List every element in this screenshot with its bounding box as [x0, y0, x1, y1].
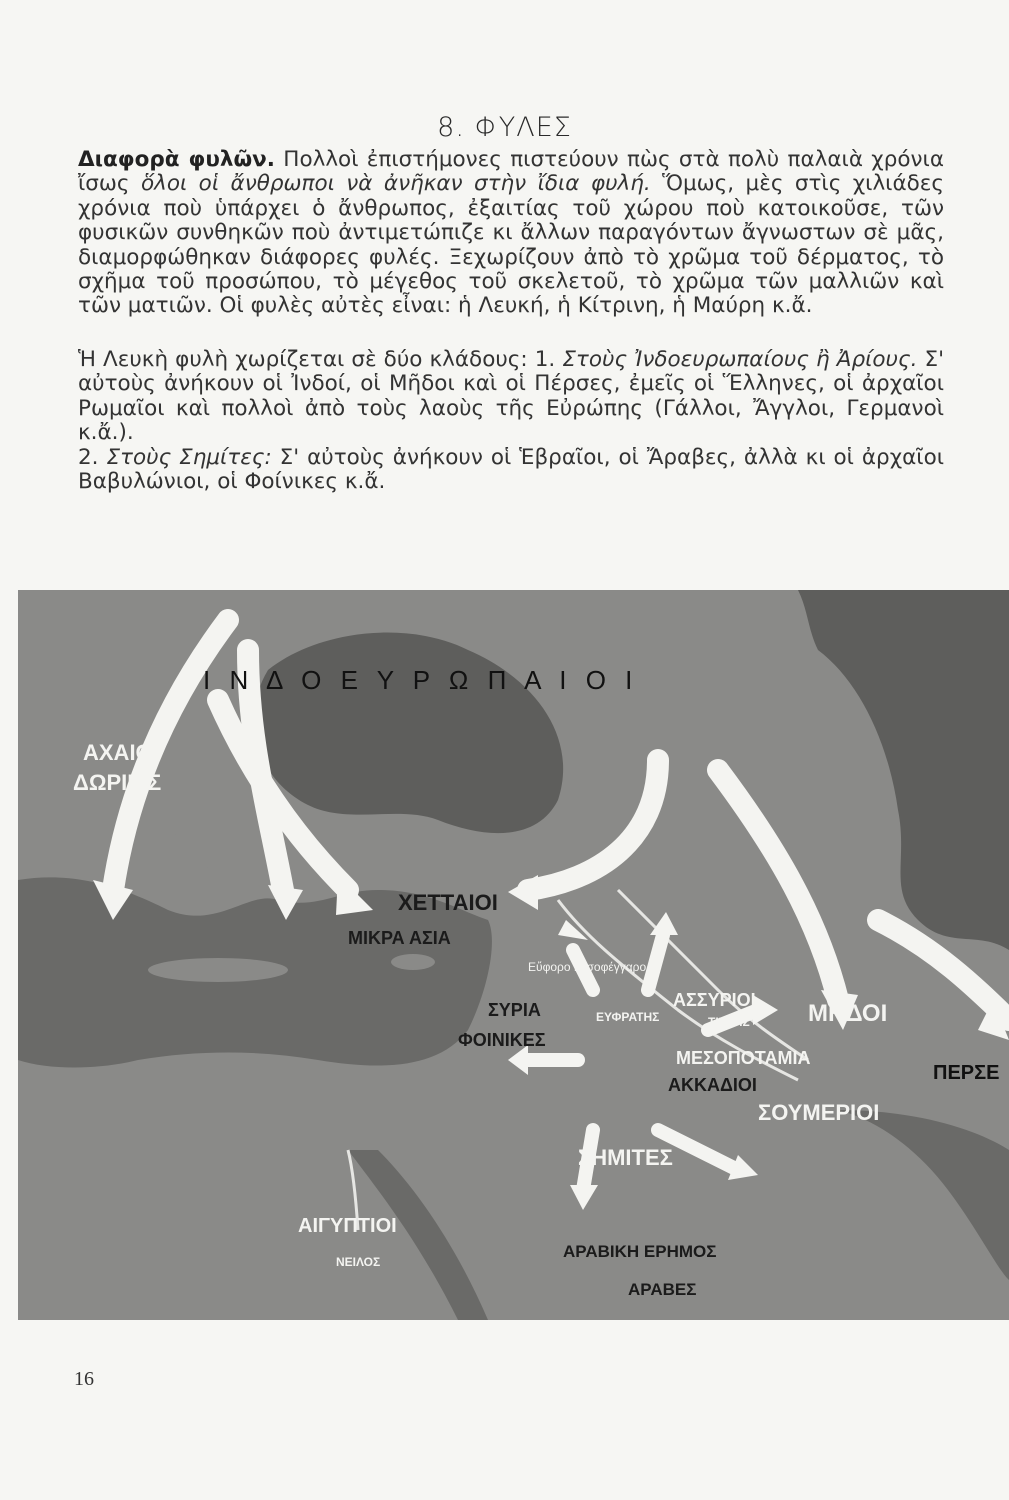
paragraph-italic: Στοὺς Ἰνδοευρωπαίους ἢ Ἀρίους. [562, 347, 918, 372]
paragraph-semites [78, 446, 944, 495]
label-tigris: ΤΙΓΡΗΣ [708, 1015, 750, 1029]
label-persians: ΠΕΡΣΕ [933, 1062, 1000, 1084]
label-achaeans: ΑΧΑΙΟΙ [83, 740, 159, 765]
page-number: 16 [74, 1368, 94, 1390]
label-arabian-desert: ΑΡΑΒΙΚΗ ΕΡΗΜΟΣ [563, 1242, 717, 1261]
map-graphic [18, 590, 1009, 1320]
label-hittites: ΧΕΤΤΑΙΟΙ [398, 890, 498, 915]
persian-gulf [838, 1110, 1009, 1280]
label-asia-minor: ΜΙΚΡΑ ΑΣΙΑ [348, 928, 451, 948]
label-sumerians: ΣΟΥΜΕΡΙΟΙ [758, 1100, 880, 1125]
label-assyrians: ΑΣΣΥΡΙΟΙ [673, 990, 756, 1010]
label-fertile-crescent: Εὔφορο Μισοφέγγαρο [528, 960, 647, 974]
label-phoenicians: ΦΟΙΝΙΚΕΣ [458, 1030, 546, 1050]
label-euphrates: ΕΥΦΡΑΤΗΣ [596, 1010, 660, 1024]
label-egyptians: ΑΙΓΥΠΤΙΟΙ [298, 1215, 397, 1237]
caspian-sea [798, 590, 1009, 950]
paragraph-lead: Διαφορὰ φυλῶν. [78, 147, 275, 172]
paragraph-races [78, 148, 944, 319]
label-semites: ΣΗΜΙΤΕΣ [578, 1145, 673, 1170]
paragraph-italic: ὅλοι οἱ ἄνθρωποι νὰ ἀνῆκαν στὴν ἴδια φυλή. [140, 171, 651, 197]
paragraph-white-race [78, 348, 944, 446]
paragraph-text: Ἡ Λευκὴ φυλὴ χωρίζεται σὲ δύο κλάδους: 1. [78, 347, 563, 372]
label-akkadians: ΑΚΚΑΔΙΟΙ [668, 1075, 757, 1095]
paragraph-text: 2. [78, 445, 107, 470]
paragraph-text: Πολλοὶ ἐπιστήμονες πιστεύουν πὼς στὰ πολὺ παλαιὰ χρόνια ἴσως [78, 147, 944, 197]
paragraph-text: Σ' αὐτοὺς ἀνήκουν οἱ Ἑβραῖοι, οἱ Ἄραβες, ἀλλὰ κι οἱ ἀρχαῖοι Βαβυλώνιοι, οἱ Φοίνικες κ.ἄ. [78, 445, 944, 495]
migration-map [18, 590, 1009, 1320]
paragraph-text: Σ' αὐτοὺς ἀνήκουν οἱ Ἰνδοί, οἱ Μῆδοι καὶ οἱ Πέρσες, ἐμεῖς οἱ Ἕλληνες, οἱ ἀρχαῖοι Ρωμαῖοι καὶ πολλοὶ ἀπὸ τοὺς λαοὺς τῆς Εὐρώπης (Γάλλοι, Ἄγγλοι, Γερμανοὶ κ.ἄ.). [78, 347, 944, 446]
label-syria: ΣΥΡΙΑ [488, 1000, 541, 1020]
arrow-medes [718, 770, 838, 1000]
paragraph-italic: Στοὺς Σημίτες: [106, 445, 272, 470]
label-nile: ΝΕΙΛΟΣ [336, 1255, 381, 1269]
label-medes: ΜΗΔΟΙ [808, 1000, 888, 1027]
paragraph-text: Ὅμως, μὲς στὶς χιλιάδες χρόνια ποὺ ὑπάρχει ὁ ἄνθρωπος, ἐξαιτίας τοῦ χώρου ποὺ κατοικοῦσε, τῶν φυσικῶν συνθηκῶν ποὺ ἀντιμετώπιζε κι ἄλλων παραγόντων ἄγνωστων σὲ μᾶς, διαμορφώθηκαν διάφορες φυλές. Ξεχωρίζουν ἀπὸ τὸ χρῶμα τοῦ δέρματος, τὸ σχῆμα τοῦ προσώπου, τὸ μέγεθος τοῦ σκελετοῦ, τὸ χρῶμα τῶν μαλλιῶν καὶ τῶν ματιῶν. Οἱ φυλὲς αὐτὲς εἶναι: ἡ Λευκή, ἡ Κίτρινη, ἡ Μαύρη κ.ἄ. [78, 171, 945, 319]
arrow-assyrians [648, 935, 663, 990]
label-mesopotamia: ΜΕΣΟΠΟΤΑΜΙΑ [676, 1048, 811, 1068]
page-title: 8. ΦΥΛΕΣ [437, 112, 572, 143]
label-dorians: ΔΩΡΙΕΙΣ [73, 770, 162, 795]
black-sea [254, 633, 563, 834]
label-indoeuropeans: Ι Ν Δ Ο Ε Υ Ρ Ω Π Α Ι Ο Ι [203, 665, 639, 695]
label-arabs: ΑΡΑΒΕΣ [628, 1280, 697, 1299]
